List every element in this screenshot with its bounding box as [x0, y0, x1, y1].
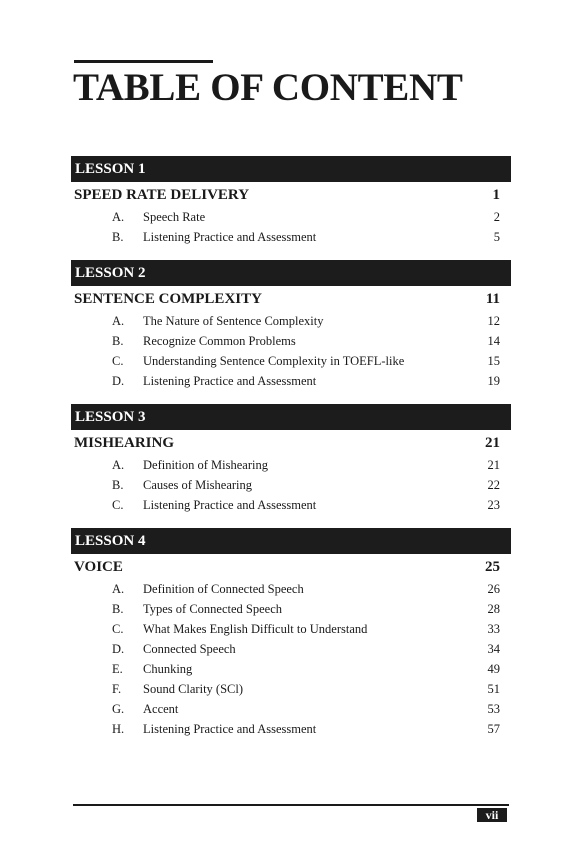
toc-entry[interactable]	[71, 455, 511, 475]
toc-entry[interactable]	[71, 619, 511, 639]
lesson-4-section	[71, 528, 511, 739]
entry-title: What Makes English Difficult to Understand	[143, 622, 368, 636]
entry-letter: C.	[112, 498, 124, 512]
lesson-2-header: LESSON 2	[71, 260, 511, 286]
toc-entry[interactable]	[71, 227, 511, 247]
entry-title: Speech Rate	[143, 210, 206, 224]
chapter-page: 11	[485, 291, 500, 307]
entry-title: Definition of Mishearing	[143, 458, 268, 472]
lesson-4-header: LESSON 4	[71, 528, 511, 554]
entry-title: Listening Practice and Assessment	[143, 374, 317, 388]
chapter-title: MISHEARING	[74, 435, 175, 451]
toc-entry[interactable]	[71, 699, 511, 719]
chapter-title: SPEED RATE DELIVERY	[74, 187, 250, 203]
toc-entry[interactable]	[71, 639, 511, 659]
page-title: TABLE OF CONTENT	[73, 66, 463, 109]
entry-title: Listening Practice and Assessment	[143, 230, 317, 244]
entry-page: 12	[487, 314, 500, 328]
lesson-2-chapter[interactable]	[71, 286, 511, 311]
page-number: vii	[477, 808, 507, 822]
toc-entry[interactable]	[71, 579, 511, 599]
lesson-3-header: LESSON 3	[71, 404, 511, 430]
lesson-3-chapter[interactable]	[71, 430, 511, 455]
chapter-title: SENTENCE COMPLEXITY	[74, 291, 262, 307]
entry-letter: C.	[112, 622, 124, 636]
entry-title: Types of Connected Speech	[143, 602, 283, 616]
entry-title: Definition of Connected Speech	[143, 582, 304, 596]
entry-page: 28	[487, 602, 500, 616]
entry-letter: B.	[112, 602, 124, 616]
toc-entry[interactable]	[71, 679, 511, 699]
entry-letter: A.	[112, 458, 125, 472]
chapter-page: 1	[492, 187, 500, 203]
lesson-1-section	[71, 156, 511, 247]
entry-letter: H.	[112, 722, 125, 736]
entry-letter: D.	[112, 642, 125, 656]
entry-page: 23	[487, 498, 500, 512]
entry-page: 15	[487, 354, 500, 368]
entry-title: Connected Speech	[143, 642, 236, 656]
entry-letter: B.	[112, 230, 124, 244]
toc-entry[interactable]	[71, 207, 511, 227]
entry-page: 33	[487, 622, 500, 636]
lesson-3-section	[71, 404, 511, 515]
toc-entry[interactable]	[71, 599, 511, 619]
toc-entry[interactable]	[71, 719, 511, 739]
entry-letter: B.	[112, 478, 124, 492]
entry-page: 2	[493, 210, 500, 224]
entry-letter: A.	[112, 582, 125, 596]
toc-entry[interactable]	[71, 659, 511, 679]
entry-letter: G.	[112, 702, 125, 716]
toc-entry[interactable]	[71, 371, 511, 391]
entry-page: 19	[487, 374, 500, 388]
chapter-page: 21	[485, 435, 500, 451]
chapter-title: VOICE	[74, 559, 123, 575]
entry-letter: A.	[112, 210, 125, 224]
entry-title: Understanding Sentence Complexity in TOEFL-like	[143, 354, 405, 368]
toc-entry[interactable]	[71, 331, 511, 351]
entry-title: Sound Clarity (SCl)	[143, 682, 244, 696]
table-of-contents	[71, 156, 511, 752]
lesson-4-chapter[interactable]	[71, 554, 511, 579]
entry-page: 57	[487, 722, 500, 736]
entry-letter: B.	[112, 334, 124, 348]
entry-title: The Nature of Sentence Complexity	[143, 314, 324, 328]
entry-title: Recognize Common Problems	[143, 334, 296, 348]
entry-page: 51	[487, 682, 500, 696]
entry-letter: F.	[112, 682, 122, 696]
lesson-1-header: LESSON 1	[71, 156, 511, 182]
entry-page: 53	[487, 702, 500, 716]
entry-page: 49	[487, 662, 500, 676]
entry-page: 26	[487, 582, 500, 596]
entry-title: Listening Practice and Assessment	[143, 722, 317, 736]
entry-page: 5	[493, 230, 500, 244]
entry-letter: A.	[112, 314, 125, 328]
entry-title: Chunking	[143, 662, 193, 676]
entry-page: 21	[487, 458, 500, 472]
entry-page: 14	[487, 334, 500, 348]
chapter-page: 25	[485, 559, 500, 575]
title-top-rule	[74, 60, 213, 63]
toc-entry[interactable]	[71, 475, 511, 495]
entry-title: Accent	[143, 702, 179, 716]
toc-entry[interactable]	[71, 351, 511, 371]
entry-title: Listening Practice and Assessment	[143, 498, 317, 512]
footer-rule	[73, 804, 509, 806]
entry-page: 34	[487, 642, 500, 656]
toc-entry[interactable]	[71, 495, 511, 515]
toc-entry[interactable]	[71, 311, 511, 331]
entry-letter: C.	[112, 354, 124, 368]
entry-letter: E.	[112, 662, 123, 676]
lesson-2-section	[71, 260, 511, 391]
entry-page: 22	[487, 478, 500, 492]
entry-letter: D.	[112, 374, 125, 388]
entry-title: Causes of Mishearing	[143, 478, 253, 492]
lesson-1-chapter[interactable]	[71, 182, 511, 207]
